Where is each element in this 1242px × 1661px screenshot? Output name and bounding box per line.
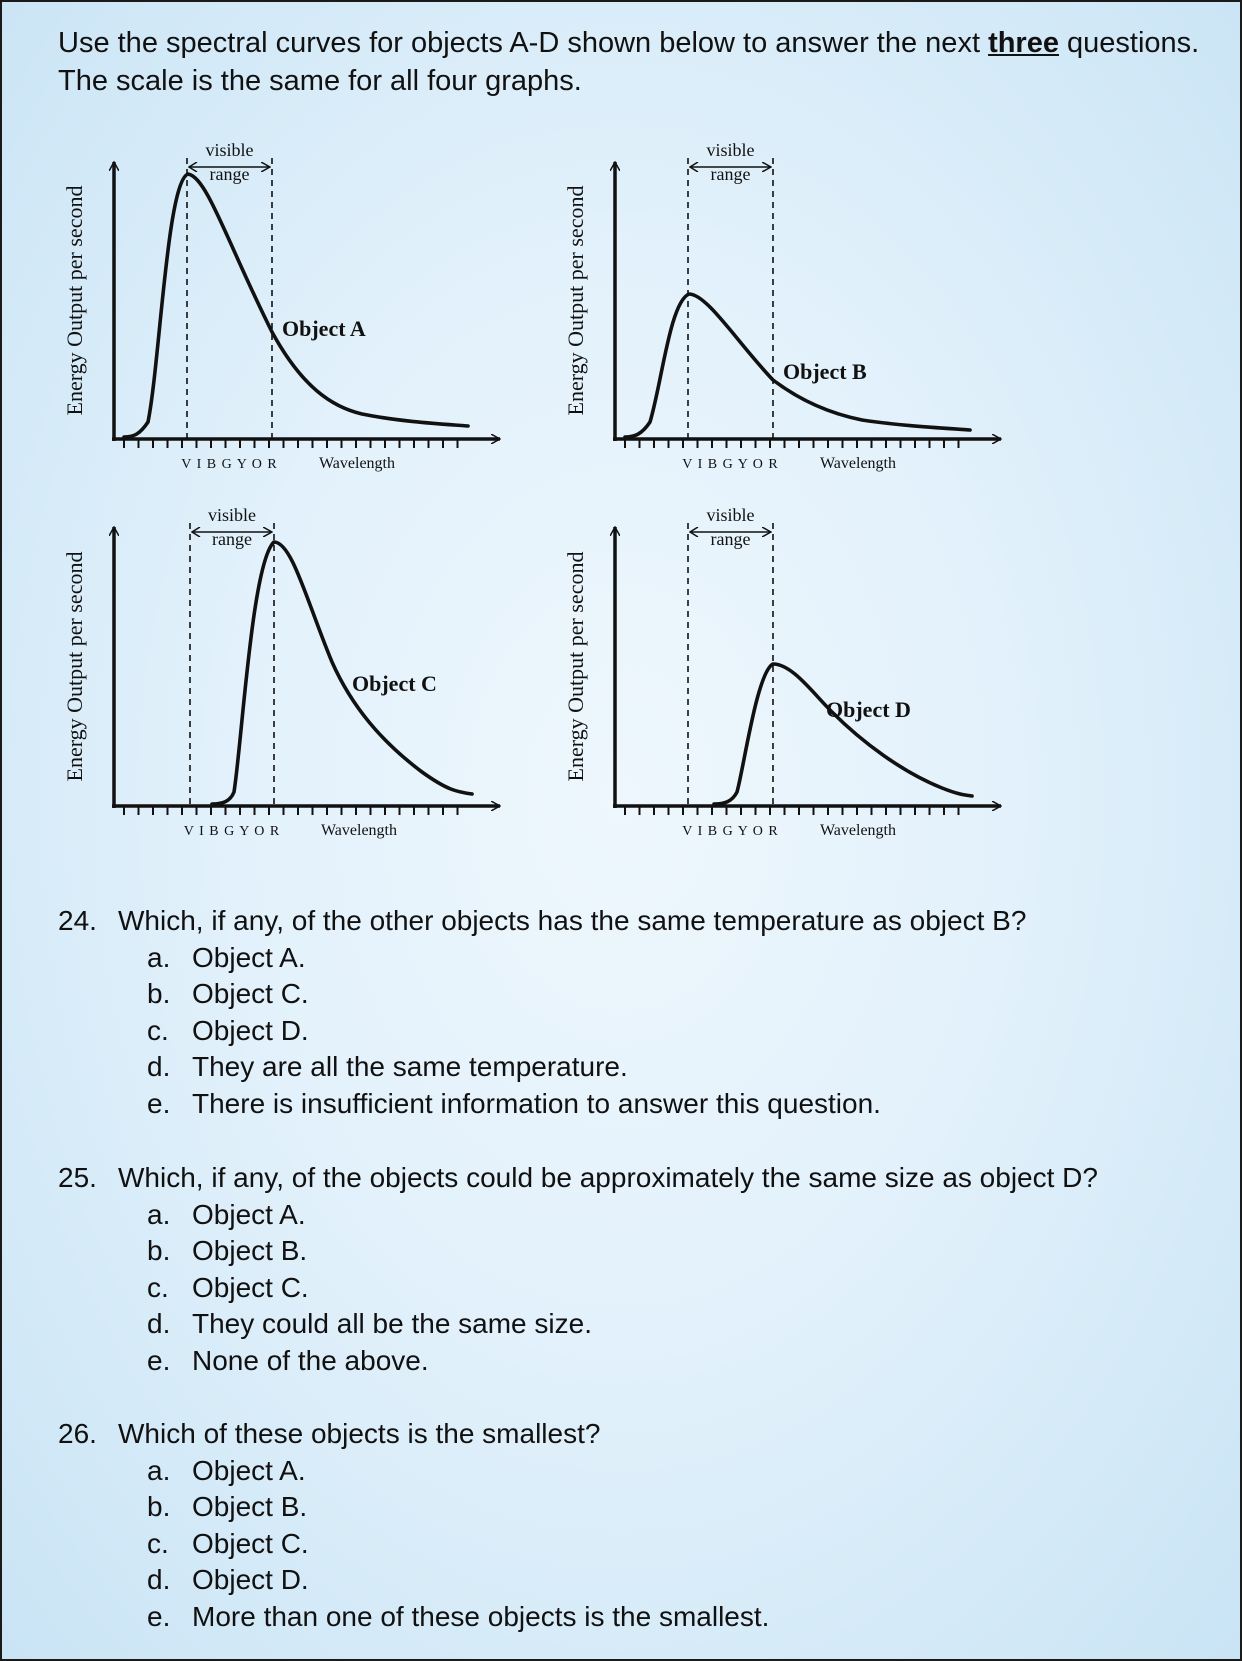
option-letter: d. [147,1308,171,1339]
range-label: range [209,164,250,184]
answer-option[interactable] [58,1086,1026,1123]
option-text: They could all be the same size. [192,1308,592,1339]
question-number: 26. [58,1418,97,1449]
option-text: Object A. [192,1454,306,1486]
option-letter: c. [147,1271,169,1303]
spectrum-letters: V I B G Y O R [682,824,779,839]
spectral-panel [62,140,500,472]
option-letter: a. [147,1454,171,1486]
y-axis-label: Energy Output per second [563,185,588,416]
answer-option[interactable] [58,1453,769,1490]
option-text: There is insufficient information to answer this question. [192,1087,881,1119]
answer-option[interactable] [58,976,1026,1013]
object-label: Object D [826,697,911,722]
visible-label: visible [205,140,254,160]
range-label: range [710,529,751,549]
spectral-curve [714,664,972,804]
question-25 [58,1160,1098,1379]
option-letter: c. [147,1014,169,1046]
x-axis-label: Wavelength [318,455,396,472]
option-text: Object C. [192,1527,309,1559]
answer-option[interactable] [58,1526,769,1563]
option-letter: e. [147,1600,171,1632]
option-text: Object C. [192,978,309,1009]
option-letter: d. [147,1051,171,1082]
question-text: Which of these objects is the smallest? [118,1418,601,1449]
visible-label: visible [706,140,755,160]
spectral-curve [124,174,468,437]
question-number: 24. [58,905,97,936]
answer-option[interactable] [58,1197,1098,1234]
option-letter: b. [147,978,171,1009]
range-label: range [212,529,252,549]
y-axis-label: Energy Output per second [563,551,588,782]
spectrum-letters: V I B G Y O R [181,457,278,472]
answer-option[interactable] [58,1233,1098,1270]
spectrum-letters: V I B G Y O R [682,457,779,472]
option-letter: d. [147,1564,171,1595]
answer-option[interactable] [58,1049,1026,1086]
visible-label: visible [706,505,755,525]
answer-option[interactable] [58,1343,1098,1380]
option-letter: b. [147,1235,171,1266]
option-text: Object D. [192,1564,309,1595]
question-text: Which, if any, of the other objects has the same temperature as object B? [118,905,1027,936]
question-24 [58,903,1026,1122]
option-text: Object A. [192,1198,306,1230]
answer-option[interactable] [58,1270,1098,1307]
answer-option[interactable] [58,1489,769,1526]
option-letter: b. [147,1491,171,1522]
spectral-panel [563,140,1001,472]
spectrum-letters: V I B G Y O R [183,824,281,839]
question-26 [58,1416,769,1635]
question-number: 25. [58,1162,97,1193]
visible-label: visible [208,505,256,525]
option-letter: e. [147,1087,171,1119]
answer-option[interactable] [58,1013,1026,1050]
option-text: None of the above. [192,1344,429,1376]
answer-option[interactable] [58,1306,1098,1343]
option-text: Object B. [192,1491,308,1522]
y-axis-label: Energy Output per second [62,185,87,416]
option-letter: a. [147,1198,171,1230]
question-text: Which, if any, of the objects could be approximately the same size as object D? [118,1162,1098,1193]
object-label: Object C [352,671,437,696]
y-axis-label: Energy Output per second [62,551,87,782]
instructions-emphasis: three [988,27,1059,59]
spectral-curves-figure [2,2,1240,862]
instructions-text-end: questions. The scale is the same for all four graphs. [58,27,1200,97]
object-label: Object A [282,316,366,341]
option-text: Object B. [192,1235,308,1266]
option-text: Object D. [192,1014,309,1046]
spectral-panel [62,505,500,839]
answer-option[interactable] [58,1562,769,1599]
range-label: range [710,164,751,184]
option-text: They are all the same temperature. [192,1051,628,1082]
instructions-text: Use the spectral curves for objects A-D shown below to answer the next [58,27,989,59]
option-letter: e. [147,1344,171,1376]
answer-option[interactable] [58,940,1026,977]
object-label: Object B [783,359,867,384]
answer-option[interactable] [58,1599,769,1636]
option-letter: a. [147,941,171,973]
x-axis-label: Wavelength [320,822,398,839]
option-text: More than one of these objects is the smallest. [192,1600,770,1632]
x-axis-label: Wavelength [819,455,897,472]
x-axis-label: Wavelength [819,822,897,839]
option-letter: c. [147,1527,169,1559]
option-text: Object A. [192,941,306,973]
option-text: Object C. [192,1271,309,1303]
spectral-panel [563,505,1001,839]
